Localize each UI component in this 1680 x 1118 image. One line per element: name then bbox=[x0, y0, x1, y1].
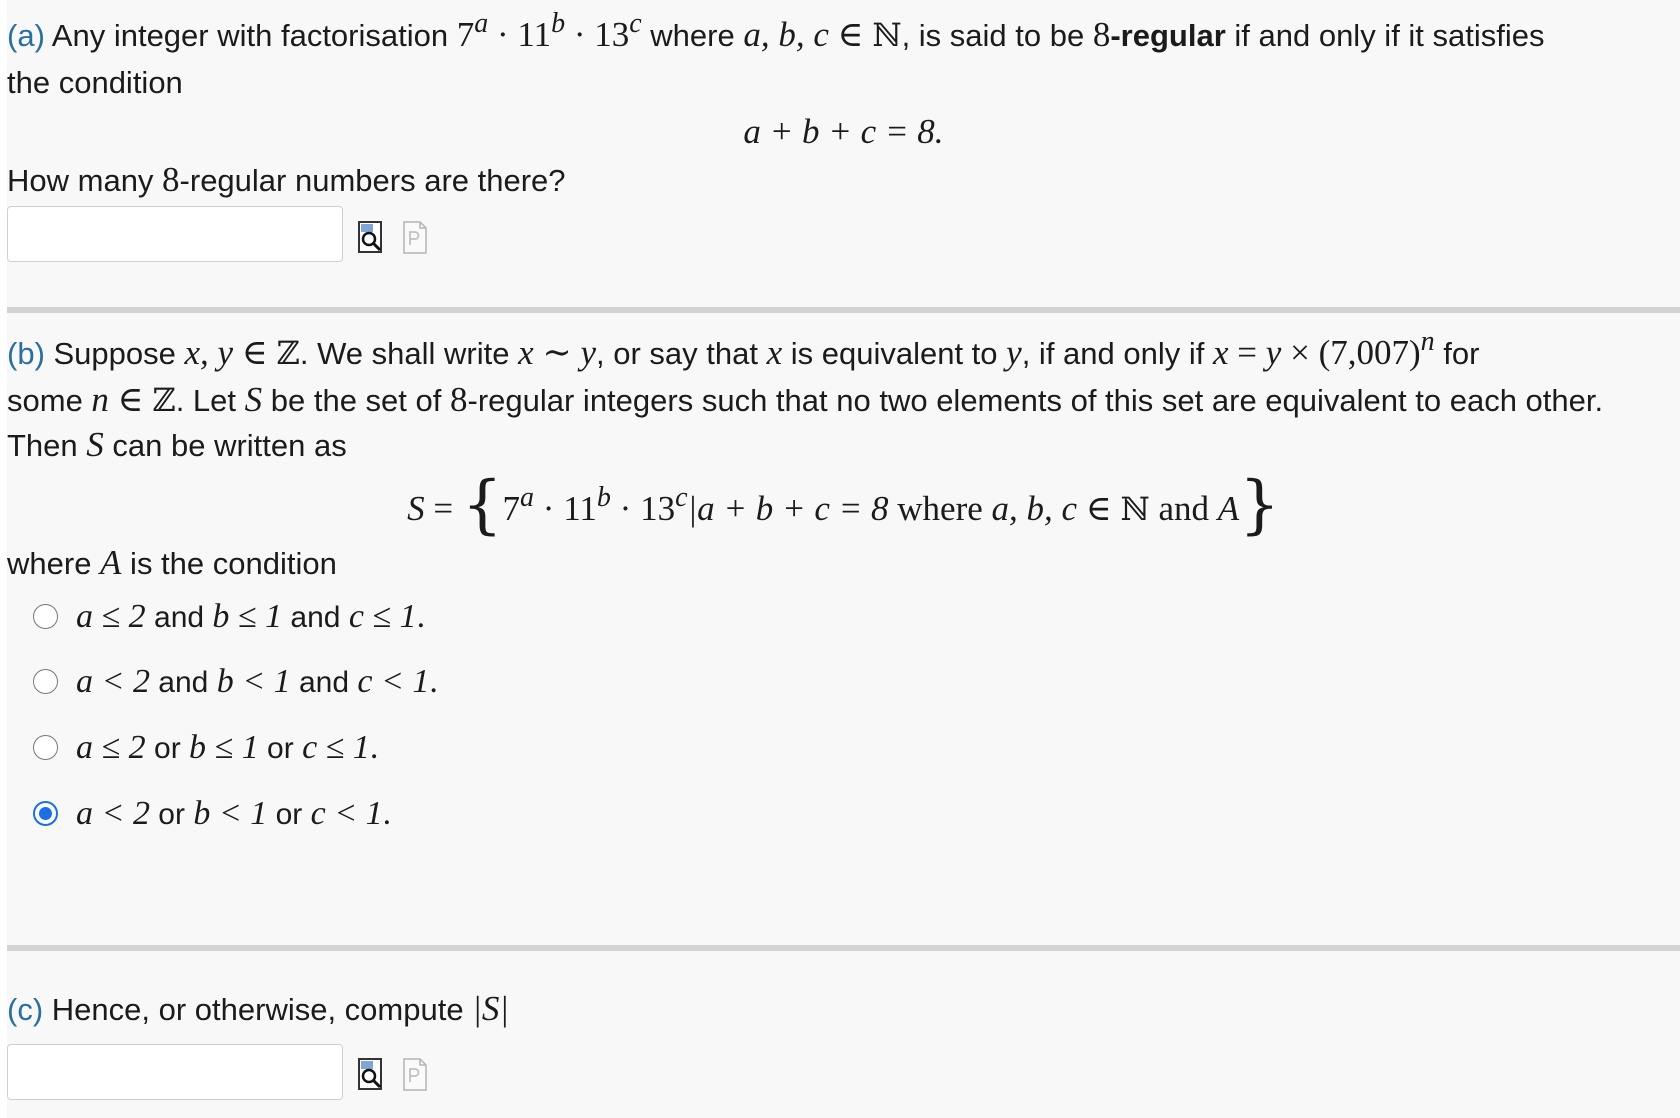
option-label: a ≤ 2 or b ≤ 1 or c ≤ 1. bbox=[76, 729, 379, 766]
part-a-line-2: the condition bbox=[7, 65, 183, 100]
preview-icon[interactable] bbox=[357, 1057, 385, 1093]
part-b-label: (b) bbox=[7, 336, 45, 371]
where-a-text: where A is the condition bbox=[7, 543, 337, 582]
option-label: a ≤ 2 and b ≤ 1 and c ≤ 1. bbox=[76, 598, 426, 635]
part-a-section bbox=[7, 0, 1680, 307]
part-a-equation: a + b + c = 8. bbox=[743, 112, 944, 151]
preview-icon[interactable] bbox=[357, 220, 385, 256]
option-label: a < 2 and b < 1 and c < 1. bbox=[76, 663, 438, 700]
part-b-line-1: (b) Suppose x, y ∈ ℤ. We shall write x ∼ y, or say that x is equivalent to y, if and only if $x = y \times (7,007)^n$ for bbox=[7, 326, 1480, 372]
part-b-section bbox=[7, 313, 1680, 945]
part-b-line-2: some n ∈ ℤ. Let S be the set of 8-regular integers such that no two elements of this set are equivalent to each other. bbox=[7, 380, 1604, 419]
radio-button-selected[interactable] bbox=[33, 801, 58, 826]
part-a-answer-input[interactable] bbox=[7, 206, 343, 262]
part-c-section bbox=[7, 951, 1680, 1118]
part-c-question: (c) Hence, or otherwise, compute |S| bbox=[7, 989, 509, 1028]
part-a-question: How many 8-regular numbers are there? bbox=[7, 160, 566, 199]
option-label: a < 2 or b < 1 or c < 1. bbox=[76, 795, 392, 832]
radio-button[interactable] bbox=[33, 669, 58, 694]
format-help-icon[interactable] bbox=[401, 220, 429, 256]
radio-button[interactable] bbox=[33, 604, 58, 629]
part-c-answer-input[interactable] bbox=[7, 1044, 343, 1100]
part-c-label: (c) bbox=[7, 992, 44, 1027]
radio-button[interactable] bbox=[33, 735, 58, 760]
part-a-label: (a) bbox=[7, 18, 45, 53]
set-definition: $S = \{7^a \cdot 11^b \cdot 13^c|a + b + c = 8$ where a, b, c ∈ ℕ and A} bbox=[407, 468, 1280, 542]
format-help-icon[interactable] bbox=[401, 1057, 429, 1093]
part-b-line-3: Then S can be written as bbox=[7, 425, 347, 464]
part-a-line-1: (a) Any integer with factorisation 7$^a$ · 11$^b$ · 13$^c$ where a, b, c ∈ ℕ, is said to be 8-regular if and only if it satisfies bbox=[7, 8, 1545, 54]
